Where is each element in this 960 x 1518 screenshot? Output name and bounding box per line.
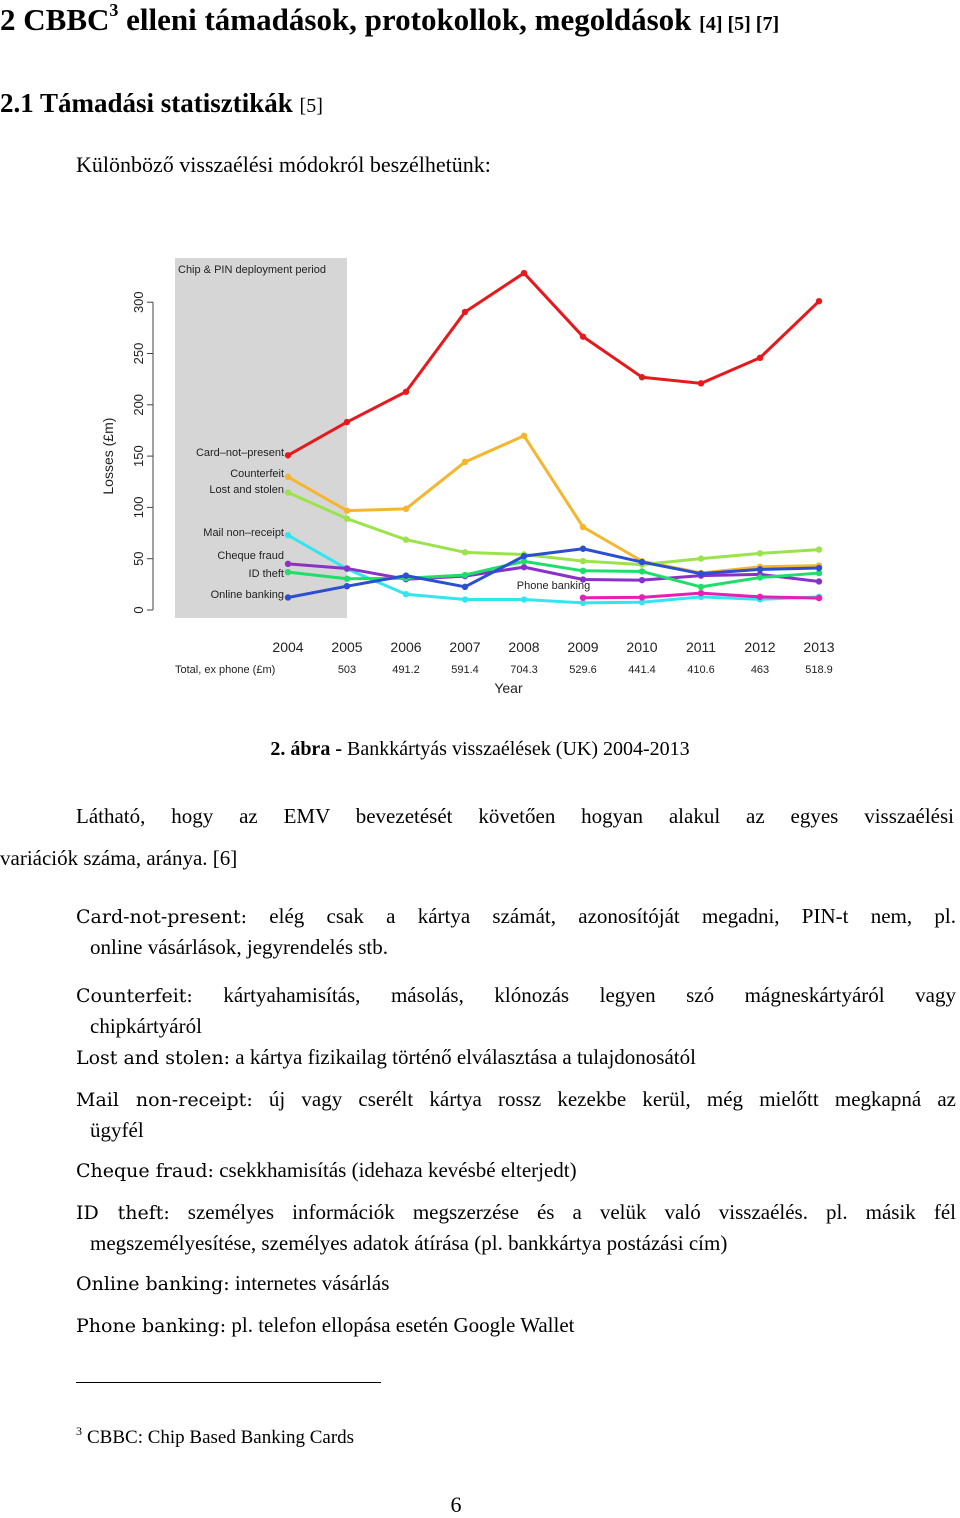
data-point bbox=[580, 524, 586, 530]
series-label: ID theft bbox=[248, 568, 284, 580]
data-point bbox=[285, 561, 291, 567]
data-point bbox=[698, 555, 704, 561]
paragraph-line-1: Látható, hogy az EMV bevezetését követően hogyan alakul az egyes visszaélési bbox=[76, 804, 954, 828]
data-point bbox=[757, 566, 763, 572]
x-tick-label: 2004 bbox=[272, 639, 304, 655]
data-point bbox=[344, 419, 350, 425]
data-point bbox=[462, 584, 468, 590]
heading-references: [4] [5] [7] bbox=[699, 13, 780, 35]
term-label: Card-not-present: bbox=[76, 906, 248, 928]
heading-title: elleni támadások, protokollok, megoldások bbox=[118, 2, 700, 37]
data-point bbox=[285, 594, 291, 600]
figure-caption bbox=[0, 738, 960, 761]
y-tick-label: 0 bbox=[131, 606, 146, 614]
totals-row-label: Total, ex phone (£m) bbox=[175, 664, 276, 676]
footnote-marker[interactable]: 3 bbox=[109, 0, 119, 20]
total-value: 463 bbox=[750, 664, 770, 676]
data-point bbox=[403, 572, 409, 578]
series-group bbox=[285, 270, 822, 606]
data-point bbox=[521, 564, 527, 570]
x-tick-label: 2007 bbox=[449, 639, 481, 655]
data-point bbox=[344, 565, 350, 571]
total-value: 591.4 bbox=[451, 664, 479, 676]
page-number: 6 bbox=[450, 1492, 462, 1517]
data-point bbox=[462, 549, 468, 555]
x-axis-label: Year bbox=[494, 680, 523, 696]
term-id-theft bbox=[76, 1197, 956, 1258]
data-point bbox=[403, 591, 409, 597]
term-label: Lost and stolen: bbox=[76, 1047, 231, 1069]
term-phone-banking bbox=[76, 1310, 956, 1341]
totals-row bbox=[338, 664, 833, 676]
data-point bbox=[816, 298, 822, 304]
x-axis bbox=[272, 639, 834, 655]
paragraph-line-2: variációk száma, aránya. [6] bbox=[0, 846, 238, 870]
data-point bbox=[521, 270, 527, 276]
y-tick-label: 250 bbox=[131, 342, 146, 365]
phone-banking-label: Phone banking bbox=[516, 580, 591, 592]
data-point bbox=[639, 594, 645, 600]
data-point bbox=[580, 546, 586, 552]
data-point bbox=[285, 569, 291, 575]
data-point bbox=[816, 578, 822, 584]
data-point bbox=[344, 583, 350, 589]
term-definition-cont: megszemélyesítése, személyes adatok átírása (pl. bankkártya postázási cím) bbox=[90, 1231, 728, 1255]
total-value: 410.6 bbox=[687, 664, 715, 676]
section-heading bbox=[0, 0, 779, 38]
series-label: Lost and stolen bbox=[209, 484, 284, 496]
data-point bbox=[757, 550, 763, 556]
term-definition: internetes vásárlás bbox=[229, 1271, 390, 1295]
term-counterfeit bbox=[76, 980, 956, 1041]
data-point bbox=[757, 355, 763, 361]
series-label: Mail non–receipt bbox=[203, 527, 284, 539]
intro-text: Különböző visszaélési módokról beszélhetünk: bbox=[76, 152, 491, 177]
data-point bbox=[462, 572, 468, 578]
data-point bbox=[580, 594, 586, 600]
data-point bbox=[757, 574, 763, 580]
y-tick-label: 150 bbox=[131, 445, 146, 467]
term-definition: kártyahamisítás, másolás, klónozás legyen szó mágneskártyáról vagy bbox=[192, 983, 956, 1007]
caption-label: 2. ábra - bbox=[270, 738, 347, 760]
x-tick-label: 2008 bbox=[508, 639, 540, 655]
data-point bbox=[639, 559, 645, 565]
heading-number: 2 CBBC bbox=[0, 2, 110, 37]
total-value: 503 bbox=[337, 664, 357, 676]
data-point bbox=[285, 452, 291, 458]
y-tick-label: 50 bbox=[131, 551, 146, 566]
series-label: Online banking bbox=[210, 589, 284, 601]
term-definition: új vagy cserélt kártya rossz kezekbe kerül, még mielőtt megkapná az bbox=[252, 1087, 957, 1111]
deployment-region-label: Chip & PIN deployment period bbox=[178, 264, 326, 276]
term-definition-cont: chipkártyáról bbox=[90, 1014, 202, 1038]
data-point bbox=[285, 532, 291, 538]
fraud-losses-chart bbox=[95, 255, 855, 715]
subsection-title: 2.1 Támadási statisztikák bbox=[0, 88, 300, 118]
term-cheque-fraud bbox=[76, 1155, 956, 1186]
data-point bbox=[580, 333, 586, 339]
y-tick-label: 300 bbox=[131, 291, 146, 314]
data-point bbox=[816, 565, 822, 571]
caption-text: Bankkártyás visszaélések (UK) 2004-2013 bbox=[346, 738, 690, 760]
series-label: Counterfeit bbox=[230, 468, 284, 480]
data-point bbox=[285, 474, 291, 480]
x-tick-label: 2012 bbox=[744, 639, 776, 655]
x-tick-label: 2005 bbox=[331, 639, 363, 655]
data-point bbox=[462, 309, 468, 315]
footnote-number: 3 bbox=[76, 1424, 82, 1438]
subsection-references: [5] bbox=[299, 95, 323, 117]
series-label: Cheque fraud bbox=[217, 550, 284, 562]
term-label: Online banking: bbox=[76, 1273, 230, 1295]
x-tick-label: 2009 bbox=[567, 639, 599, 655]
data-point bbox=[816, 546, 822, 552]
data-point bbox=[639, 374, 645, 380]
term-definition: elég csak a kártya számát, azonosítóját megadni, PIN-t nem, pl. bbox=[247, 904, 956, 928]
data-point bbox=[521, 433, 527, 439]
data-point bbox=[698, 570, 704, 576]
x-tick-label: 2013 bbox=[803, 639, 835, 655]
term-card-not-present bbox=[76, 901, 956, 962]
data-point bbox=[521, 596, 527, 602]
data-point bbox=[816, 595, 822, 601]
y-axis-label: Losses (£m) bbox=[100, 417, 116, 495]
total-value: 518.9 bbox=[805, 664, 833, 676]
data-point bbox=[462, 596, 468, 602]
term-mail-non-receipt bbox=[76, 1084, 956, 1145]
total-value: 529.6 bbox=[569, 664, 597, 676]
data-point bbox=[344, 515, 350, 521]
data-point bbox=[580, 558, 586, 564]
term-lost-and-stolen bbox=[76, 1042, 956, 1073]
term-definition-cont: online vásárlások, jegyrendelés stb. bbox=[90, 935, 388, 959]
footnote-separator bbox=[76, 1382, 381, 1383]
footnote bbox=[76, 1424, 354, 1449]
x-tick-label: 2011 bbox=[685, 639, 717, 655]
data-point bbox=[698, 584, 704, 590]
term-definition: pl. telefon ellopása esetén Google Wallet bbox=[226, 1313, 575, 1337]
data-point bbox=[521, 553, 527, 559]
data-point bbox=[639, 568, 645, 574]
term-label: ID theft: bbox=[76, 1202, 170, 1224]
data-point bbox=[344, 507, 350, 513]
data-point bbox=[580, 568, 586, 574]
data-point bbox=[639, 577, 645, 583]
x-tick-label: 2010 bbox=[626, 639, 658, 655]
series-line bbox=[288, 273, 819, 455]
term-definition: személyes információk megszerzése és a velük való visszaélés. pl. másik fél bbox=[169, 1200, 957, 1224]
term-definition: a kártya fizikailag történő elválasztása a tulajdonosától bbox=[230, 1045, 696, 1069]
data-point bbox=[757, 594, 763, 600]
data-point bbox=[403, 389, 409, 395]
footnote-text: CBBC: Chip Based Banking Cards bbox=[87, 1427, 355, 1448]
term-definition-cont: ügyfél bbox=[90, 1118, 144, 1142]
y-tick-label: 100 bbox=[131, 496, 146, 519]
y-axis bbox=[131, 291, 153, 613]
term-definition: csekkhamisítás (idehaza kevésbé elterjedt) bbox=[213, 1158, 577, 1182]
y-tick-label: 200 bbox=[131, 393, 146, 416]
data-point bbox=[403, 506, 409, 512]
term-label: Counterfeit: bbox=[76, 985, 193, 1007]
term-online-banking bbox=[76, 1268, 956, 1299]
subsection-heading bbox=[0, 88, 323, 119]
total-value: 441.4 bbox=[628, 664, 656, 676]
data-point bbox=[403, 537, 409, 543]
data-point bbox=[285, 489, 291, 495]
term-label: Mail non-receipt: bbox=[76, 1089, 253, 1111]
term-label: Cheque fraud: bbox=[76, 1160, 214, 1182]
data-point bbox=[462, 459, 468, 465]
term-label: Phone banking: bbox=[76, 1315, 227, 1337]
total-value: 491.2 bbox=[392, 664, 420, 676]
data-point bbox=[698, 590, 704, 596]
total-value: 704.3 bbox=[510, 664, 538, 676]
data-point bbox=[698, 380, 704, 386]
x-tick-label: 2006 bbox=[390, 639, 422, 655]
series-label: Card–not–present bbox=[195, 447, 284, 459]
data-point bbox=[344, 576, 350, 582]
